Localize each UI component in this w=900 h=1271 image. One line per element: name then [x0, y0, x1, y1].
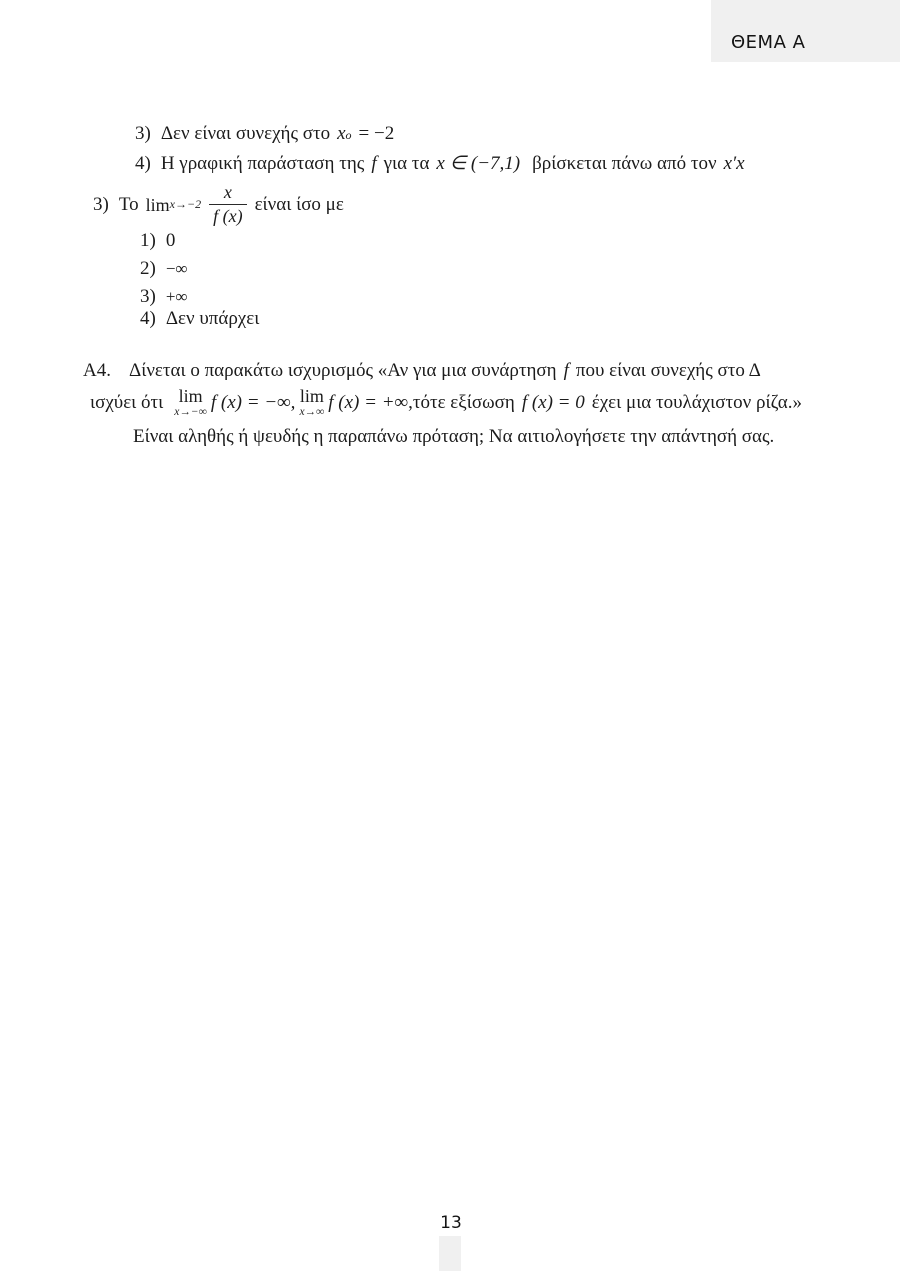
choice-marker: 4)	[140, 308, 156, 329]
statement-4-axis: x′x	[723, 153, 745, 174]
statement-3-rhs: = −2	[358, 123, 395, 144]
a4-text-1a: Δίνεται ο παρακάτω ισχυρισμός «Αν για μια συνάρτηση	[128, 360, 557, 381]
choice-label: 0	[165, 230, 176, 251]
a4-eq: f (x) = 0	[521, 392, 585, 414]
a4-line-1	[83, 360, 761, 382]
a4-line-3	[133, 426, 774, 448]
statement-4-f: f	[371, 153, 377, 174]
limit-operator: lim	[178, 386, 203, 407]
a4-text-2d: έχει μια τουλάχιστον ρίζα.»	[591, 392, 802, 414]
a4-text-2a: ισχύει ότι	[90, 392, 164, 414]
limit-subscript: x→−2	[169, 197, 202, 212]
statement-4-math: x ∈ (−7,1)	[436, 153, 521, 174]
choice-label: +∞	[165, 287, 188, 306]
choice-marker: 1)	[140, 230, 156, 251]
choice-marker: 2)	[140, 258, 156, 279]
statement-3-text: Δεν είναι συνεχής στο	[160, 123, 331, 144]
statement-4-text-b: για τα	[383, 153, 430, 174]
footer-gray-box	[439, 1236, 461, 1271]
limit-stack-2	[299, 387, 324, 419]
fraction-numerator: x	[223, 182, 232, 203]
theme-header-label: ΘΕΜΑ Α	[731, 32, 806, 53]
choice-row	[140, 230, 175, 252]
a4-marker: Α4.	[83, 360, 111, 381]
fraction-denominator: f (x)	[209, 204, 246, 227]
choice-row	[140, 308, 259, 330]
statement-4	[135, 153, 745, 175]
limit-operator: lim	[145, 194, 170, 215]
a4-text-1b: που είναι συνεχής στο Δ	[575, 360, 761, 381]
question-3	[93, 182, 344, 228]
choice-row	[140, 258, 188, 280]
statement-4-text-c: βρίσκεται πάνω από τον	[532, 153, 717, 174]
statement-3-marker: 3)	[135, 123, 151, 144]
statement-3-var: x	[337, 123, 346, 144]
limit-operator: lim	[299, 386, 324, 407]
statement-4-marker: 4)	[135, 153, 151, 174]
theme-header	[711, 0, 900, 62]
a4-lim1-rhs: f (x) = −∞,	[210, 392, 296, 414]
a4-line-2	[90, 388, 802, 418]
fraction	[209, 183, 246, 227]
a4-text-3: Είναι αληθής ή ψευδής η παραπάνω πρόταση; Να αιτιολογήσετε την απάντησή σας.	[133, 426, 775, 447]
question-3-marker: 3)	[93, 194, 109, 216]
choice-marker: 3)	[140, 286, 156, 307]
a4-text-2b: ,τότε εξίσωση	[408, 392, 515, 414]
statement-3-var-sub: o	[345, 128, 352, 142]
choice-row	[140, 286, 188, 308]
limit-subscript: x→∞	[299, 406, 325, 419]
limit-subscript: x→−∞	[174, 406, 207, 419]
question-3-lead: Το	[118, 194, 139, 216]
limit-stack-1	[174, 387, 207, 419]
page-number: 13	[440, 1213, 462, 1233]
a4-lim2-rhs: f (x) = +∞	[328, 392, 409, 414]
question-3-tail: είναι ίσο με	[254, 194, 344, 216]
choice-label: −∞	[165, 259, 188, 278]
statement-3	[135, 123, 394, 145]
choice-label: Δεν υπάρχει	[165, 308, 260, 329]
statement-4-text-a: Η γραφική παράσταση της	[160, 153, 365, 174]
a4-f: f	[563, 360, 569, 381]
